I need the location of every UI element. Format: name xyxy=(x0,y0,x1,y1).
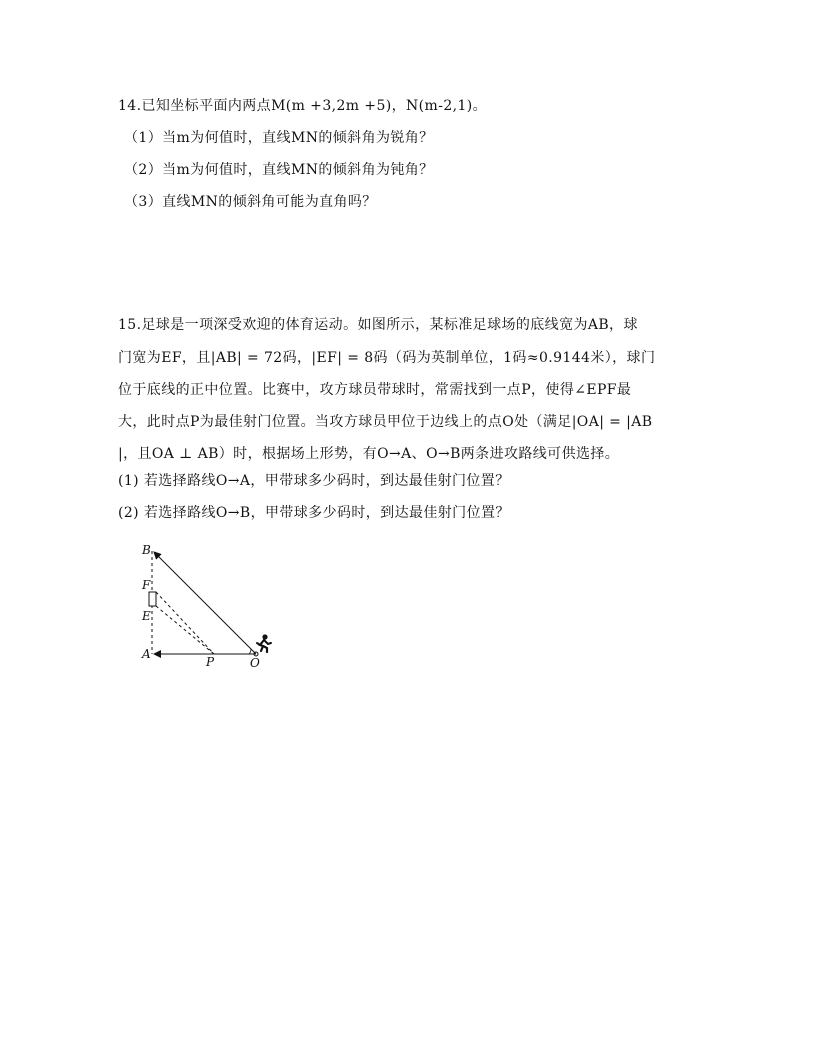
question-15-part-2: (2) 若选择路线O→B，甲带球多少码时，到达最佳射门位置？ xyxy=(118,505,510,521)
label-o: O xyxy=(250,656,260,670)
label-e: E xyxy=(142,609,151,623)
question-15-line-2: 门宽为EF，且|AB| = 72码，|EF| = 8码（码为英制单位，1码≈0.9144米），球门 xyxy=(118,350,656,366)
question-15-line-3: 位于底线的正中位置。比赛中，攻方球员带球时，常需找到一点P，使得∠EPF最 xyxy=(118,382,632,398)
label-f: F xyxy=(142,578,151,592)
question-15-part-1: (1) 若选择路线O→A，甲带球多少码时，到达最佳射门位置？ xyxy=(118,473,510,489)
sight-line-pe xyxy=(156,606,214,654)
question-14-title: 14.已知坐标平面内两点M(m +3,2m +5)，N(m-2,1)。 xyxy=(118,98,488,114)
route-o-to-b-arrow xyxy=(154,552,256,654)
question-14-part-2: （2）当m为何值时，直线MN的倾斜角为钝角？ xyxy=(124,162,434,178)
sight-line-pf xyxy=(156,592,214,654)
label-b: B xyxy=(142,543,151,557)
question-14-part-3: （3）直线MN的倾斜角可能为直角吗？ xyxy=(124,194,377,210)
question-14-part-1: （1）当m为何值时，直线MN的倾斜角为锐角？ xyxy=(124,130,434,146)
goal-rectangle xyxy=(149,592,156,606)
running-player-icon xyxy=(257,634,271,652)
question-15-line-1: 15.足球是一项深受欢迎的体育运动。如图所示，某标准足球场的底线宽为AB，球 xyxy=(118,317,638,333)
soccer-field-diagram xyxy=(138,537,283,672)
question-15-line-4: 大，此时点P为最佳射门位置。当攻方球员甲位于边线上的点O处（满足|OA| = |AB xyxy=(118,414,653,430)
label-p: P xyxy=(206,655,215,669)
question-15-line-5: |，且OA ⊥ AB）时，根据场上形势，有O→A、O→B两条进攻路线可供选择。 xyxy=(118,446,620,462)
label-a: A xyxy=(142,647,151,661)
angle-arc-o xyxy=(249,649,251,654)
